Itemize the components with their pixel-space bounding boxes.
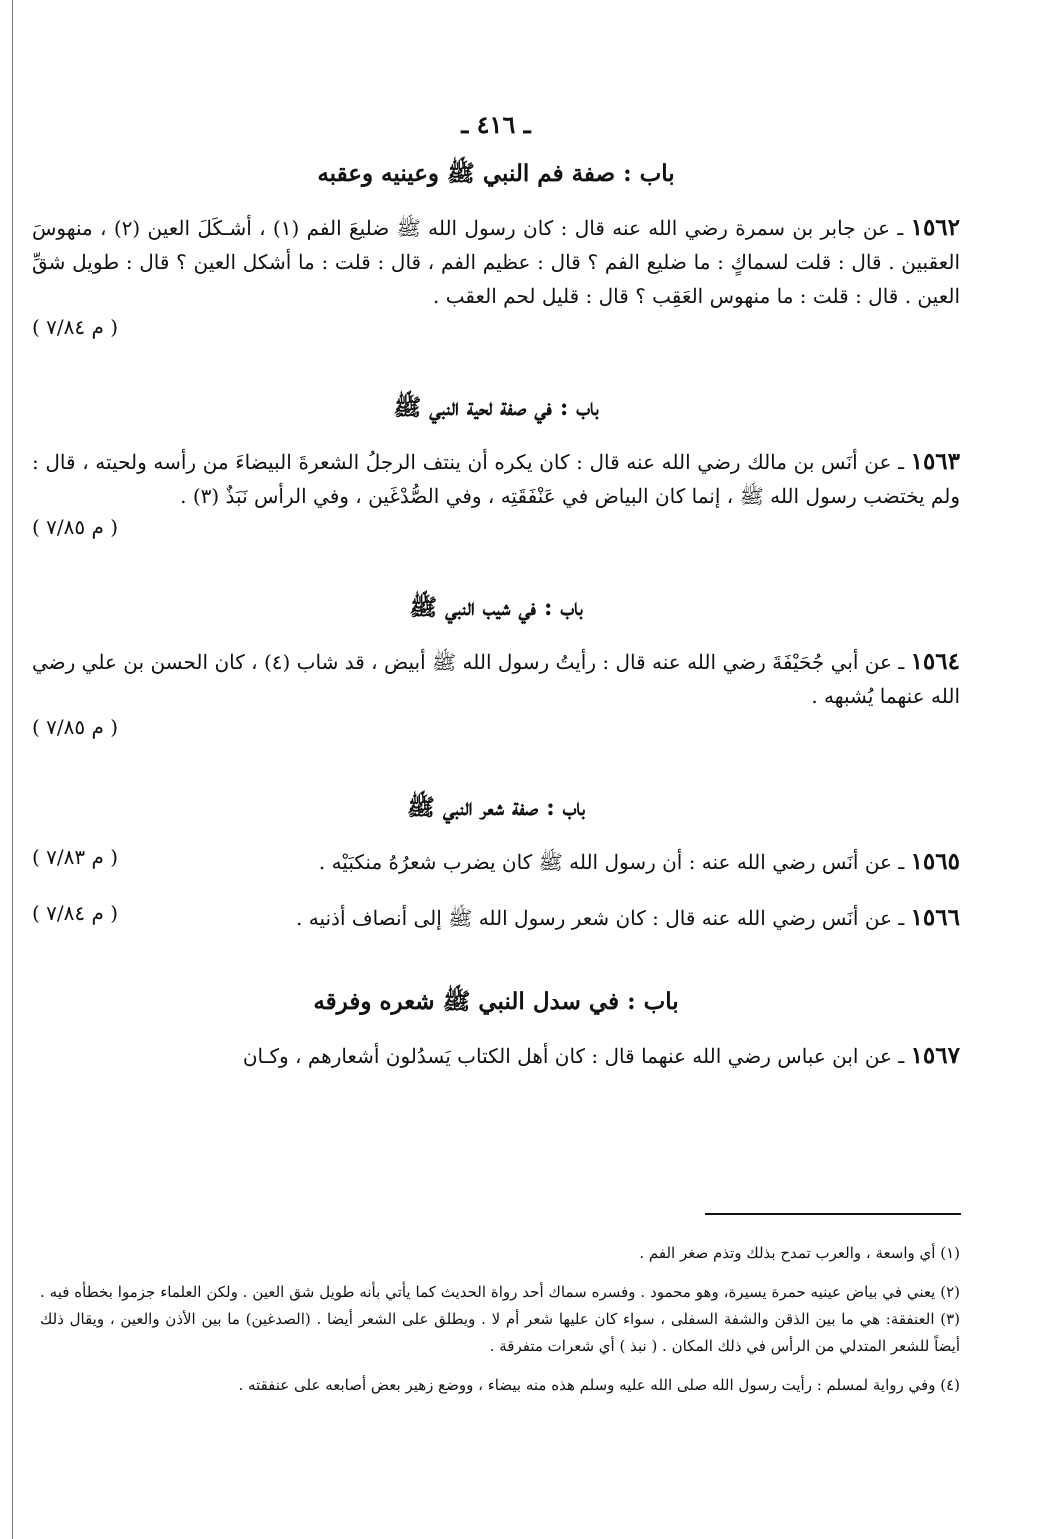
hadith-paragraph bbox=[32, 645, 960, 713]
hadith-number: ١٥٦٣ bbox=[910, 448, 961, 475]
footnote: (٤) وفي رواية لمسلم : رأيت رسول الله صلى الله عليه وسلم هذه منه بيضاء ، ووضع زهير بعض أصابعه على عنفقته . bbox=[238, 1376, 960, 1394]
footnote-divider bbox=[705, 1213, 961, 1215]
hadith-text: ـ عن جابر بن سمرة رضي الله عنه قال : كان رسول الله ﷺ ضليعَ الفم (١) ، أشـكَلَ العين (٢) ، منهوسَ العقبين . قال : قلت لسماكٍ : ما ضليع الفم ؟ قال : عظيم الفم ، قال : قلت : ما أشكل العين ؟ قال : طويل شقِّ العين . قال : قلت : ما منهوس العَقِب ؟ قال : قليل لحم العقب . bbox=[32, 216, 960, 308]
hadith-paragraph bbox=[32, 445, 960, 513]
hadith-number: ١٥٦٢ bbox=[910, 214, 961, 241]
document-page bbox=[32, 110, 960, 1073]
hadith-number: ١٥٦٤ bbox=[910, 648, 960, 675]
section-title: باب : في شيب النبي ﷺ bbox=[409, 594, 583, 621]
section-title: باب : في صفة لحية النبي ﷺ bbox=[393, 394, 599, 421]
section-title: باب : صفة فم النبي ﷺ وعينيه وعقبه bbox=[317, 160, 675, 187]
hadith-reference: ( م ٧/٨٤ ) bbox=[32, 901, 119, 925]
hadith-paragraph bbox=[32, 901, 960, 935]
section-title: باب : صفة شعر النبي ﷺ bbox=[407, 794, 585, 821]
hadith-text: ـ عن أبي جُحَيْفَةَ رضي الله عنه قال : رأيتُ رسول الله ﷺ أبيض ، قد شاب (٤) ، كان الحسن بن علي رضي الله عنهما يُشبهه . bbox=[32, 650, 960, 708]
scan-margin-line bbox=[12, 0, 13, 1539]
hadith-number: ١٥٦٥ bbox=[910, 848, 960, 875]
hadith-number: ١٥٦٦ bbox=[910, 904, 960, 931]
footnote: (١) أي واسعة ، والعرب تمدح بذلك وتذم صغر الفم . bbox=[639, 1244, 960, 1262]
page-number: ـ ٤١٦ ـ bbox=[461, 110, 531, 139]
hadith-text: ـ عن أنَس بن مالك رضي الله عنه قال : كان يكره أن ينتف الرجلُ الشعرةَ البيضاءَ من رأسه ولحيته ، قال : ولم يختضب رسول الله ﷺ ، إنما كان البياض في عَنْفَقَتِه ، وفي الصُّدْغَين ، وفي الرأس نَبَذٌ (٣) . bbox=[32, 450, 960, 508]
footnote: (٢) يعني في بياض عينيه حمرة يسيرة، وهو محمود . وفسره سماك أحد رواة الحديث كما يأتي بأنه طويل شق العين . ولكن العلماء جزموا بخطأه فيه . (٣) العنفقة: هي ما بين الذقن والشفة السفلى ، سواء كان عليها شعر أم لا . ويطلق على الشعر أيضا . (الصدغين) ما بين الأذن والعين ، ويقال ذلك أيضاً للشعر المتدلي من الرأس في ذلك المكان . ( نبذ ) أي شعرات متفرقة . bbox=[40, 1283, 960, 1355]
footnotes bbox=[40, 1240, 960, 1411]
hadith-row bbox=[32, 845, 960, 879]
hadith-reference: ( م ٧/٨٣ ) bbox=[32, 845, 119, 869]
hadith-text: ـ عن ابن عباس رضي الله عنهما قال : كان أهل الكتاب يَسدُلون أشعارهم ، وكـان bbox=[242, 1044, 905, 1068]
section-title: باب : في سدل النبي ﷺ شعره وفرقه bbox=[313, 988, 679, 1015]
hadith-text: ـ عن أنَس رضي الله عنه قال : كان شعر رسول الله ﷺ إلى أنصاف أذنيه . bbox=[296, 906, 905, 930]
hadith-reference: ( م ٧/٨٥ ) bbox=[32, 715, 119, 739]
hadith-reference: ( م ٧/٨٥ ) bbox=[32, 515, 119, 539]
hadith-paragraph bbox=[32, 845, 960, 879]
hadith-reference: ( م ٧/٨٤ ) bbox=[32, 315, 119, 339]
hadith-text: ـ عن أنَس رضي الله عنه : أن رسول الله ﷺ كان يضرب شعرُهُ منكبَيْه . bbox=[318, 850, 905, 874]
hadith-number: ١٥٦٧ bbox=[910, 1042, 960, 1069]
hadith-row bbox=[32, 901, 960, 935]
hadith-paragraph bbox=[32, 1039, 960, 1073]
hadith-paragraph bbox=[32, 211, 960, 313]
